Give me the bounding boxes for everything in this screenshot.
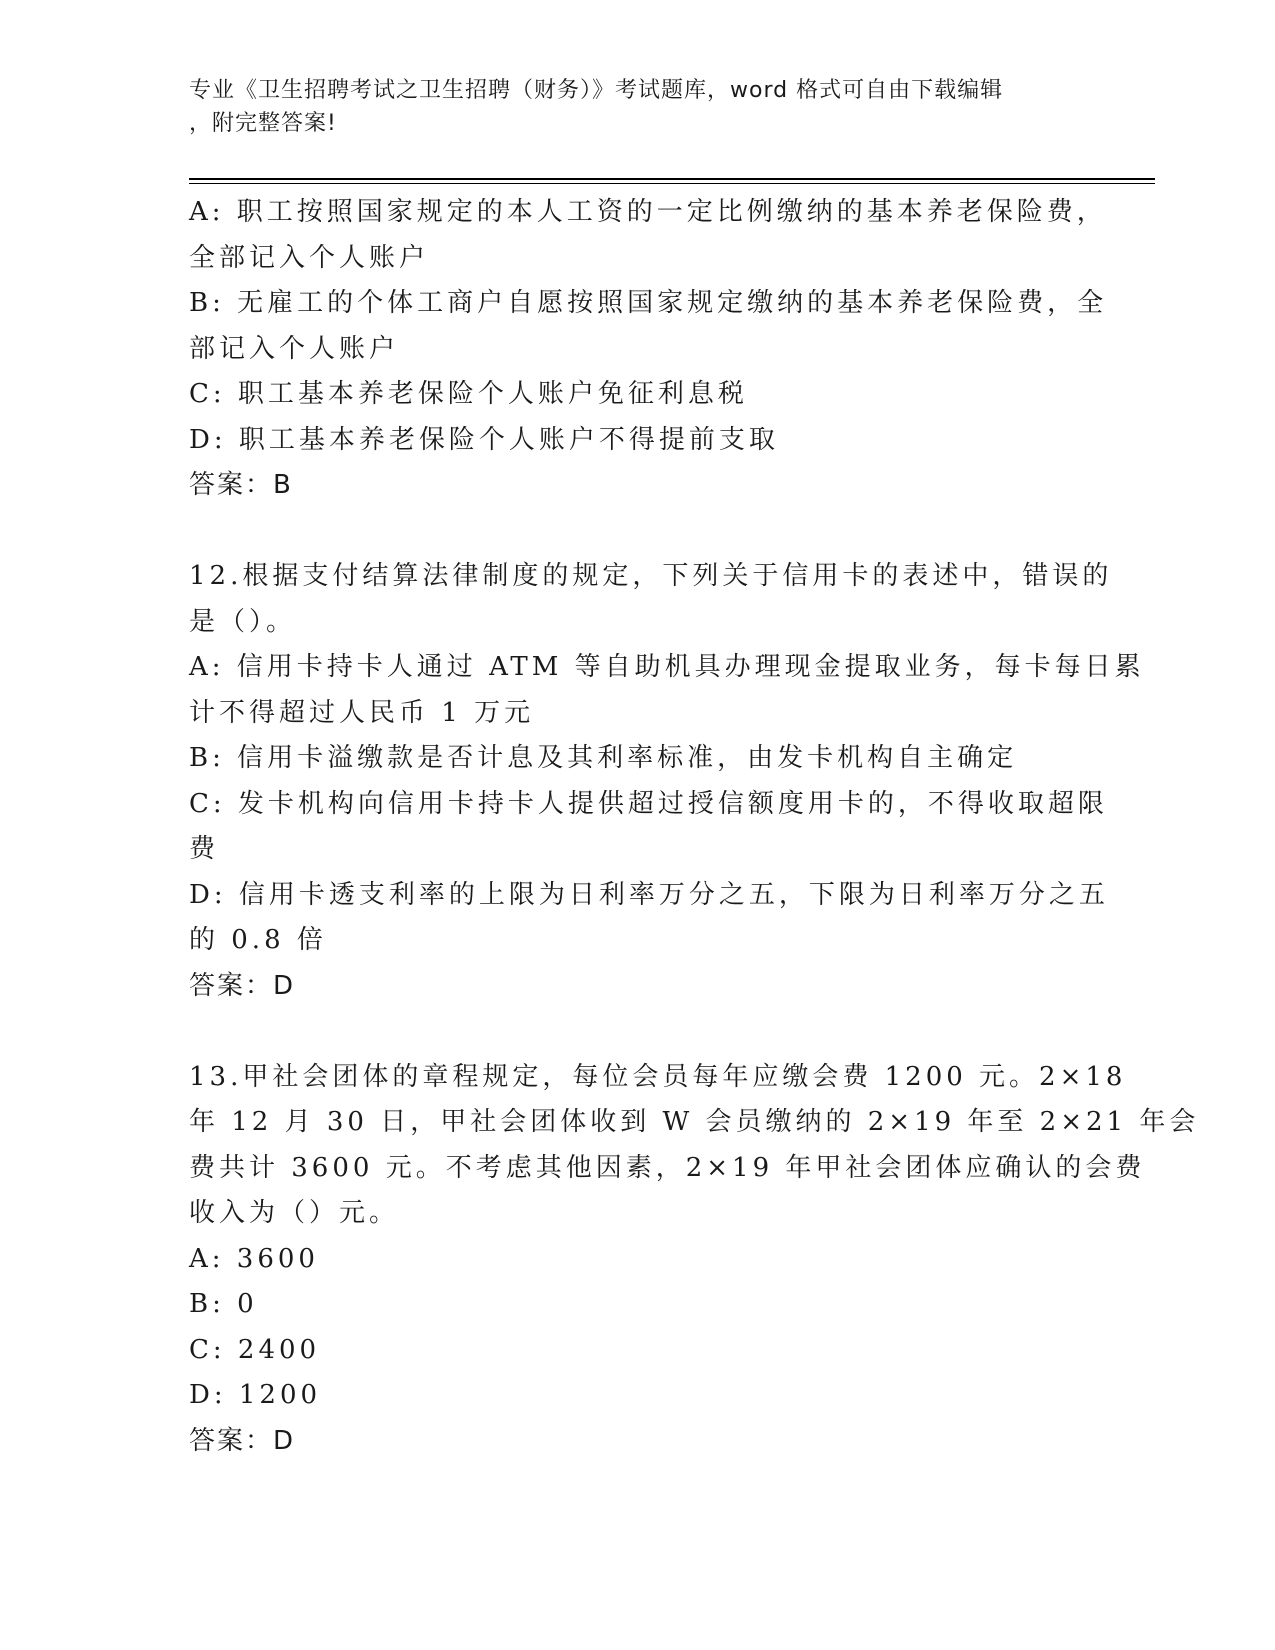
option-b-line-2: 部记入个人账户 [189,333,400,364]
question-stem-line-3: 费共计 3600 元。不考虑其他因素，2×19 年甲社会团体应确认的会费 [189,1152,1146,1183]
option-c-line-1: C: 发卡机构向信用卡持卡人提供超过授信额度用卡的，不得收取超限 [189,788,1108,819]
option-d-line-2: 的 0.8 倍 [189,925,327,955]
question-stem-line-1: 13.甲社会团体的章程规定，每位会员每年应缴会费 1200 元。2×18 [189,1061,1127,1092]
question-spacer [189,1009,1079,1055]
option-d: D: 1200 [189,1380,322,1410]
header-line-1: 专业《卫生招聘考试之卫生招聘（财务）》考试题库，word 格式可自由下载编辑 [189,78,1004,103]
option-c-line-2: 费 [189,834,220,864]
question-stem-line-1: 12.根据支付结算法律制度的规定，下列关于信用卡的表述中，错误的 [189,561,1113,591]
header-line-2: ，附完整答案! [189,111,337,136]
option-d-line-1: D: 信用卡透支利率的上限为日利率万分之五，下限为日利率万分之五 [189,879,1109,910]
question-list [189,190,1200,1464]
option-b-line-1: B: 无雇工的个体工商户自愿按照国家规定缴纳的基本养老保险费，全 [189,288,1108,318]
option-b: B: 信用卡溢缴款是否计息及其利率标准，由发卡机构自主确定 [189,743,1018,773]
document-header [189,74,1069,140]
option-a-line-2: 全部记入个人账户 [189,242,430,273]
answer-line: 答案：D [189,970,296,1001]
answer-line: 答案：D [189,1425,296,1456]
option-a-line-2: 计不得超过人民币 1 万元 [189,697,535,728]
question-stem-line-2: 年 12 月 30 日，甲社会团体收到 W 会员缴纳的 2×19 年至 2×21 年会 [189,1107,1200,1137]
option-a: A: 3600 [189,1243,319,1274]
question-stem-line-4: 收入为（）元。 [189,1198,400,1228]
question-13 [189,1055,1200,1465]
question-stem-line-2: 是（）。 [189,606,297,637]
option-c: C: 职工基本养老保险个人账户免征利息税 [189,379,748,409]
question-spacer [189,509,1079,555]
option-b: B: 0 [189,1289,258,1319]
answer-line: 答案：B [189,470,293,500]
option-a-line-1: A: 职工按照国家规定的本人工资的一定比例缴纳的基本养老保险费， [189,197,1107,227]
option-d: D: 职工基本养老保险个人账户不得提前支取 [189,424,779,455]
header-divider [189,178,1155,180]
option-c: C: 2400 [189,1334,321,1365]
option-a-line-1: A: 信用卡持卡人通过 ATM 等自助机具办理现金提取业务，每卡每日累 [189,652,1145,682]
header-divider-thin [189,183,1155,184]
question-12 [189,554,1145,1009]
question-11 [189,190,1108,509]
